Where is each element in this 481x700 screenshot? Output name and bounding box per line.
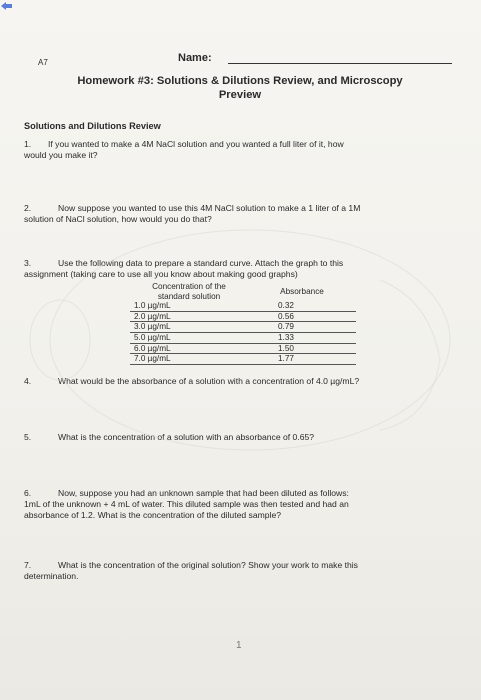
- standard-curve-table: [130, 282, 356, 365]
- question-text: absorbance of 1.2. What is the concentration of the diluted sample?: [24, 510, 282, 520]
- absorbance-cell: 0.56: [248, 311, 356, 322]
- section-heading: Solutions and Dilutions Review: [24, 121, 161, 131]
- title-line-2: Preview: [218, 89, 262, 101]
- table-row: [130, 343, 356, 354]
- column-header-concentration: Concentration of the: [152, 282, 226, 291]
- table-row: [130, 311, 356, 322]
- question-text: Use the following data to prepare a standard curve. Attach the graph to this: [58, 258, 344, 268]
- question-7: [24, 560, 464, 582]
- question-1: [24, 139, 454, 161]
- title-line-1: Homework #3: Solutions & Dilutions Review, and Microscopy: [77, 75, 403, 87]
- question-text: 1mL of the unknown + 4 mL of water. This diluted sample was then tested and had an: [24, 499, 349, 509]
- question-text: assignment (taking care to use all you know about making good graphs): [24, 269, 298, 279]
- name-field[interactable]: [228, 63, 452, 64]
- question-text: If you wanted to make a 4M NaCl solution and you wanted a full liter of it, how: [48, 139, 344, 149]
- table-row: [130, 301, 356, 311]
- table-row: [130, 332, 356, 343]
- question-text: What is the concentration of a solution with an absorbance of 0.65?: [58, 432, 315, 442]
- question-number: 3.: [24, 258, 32, 268]
- absorbance-cell: 0.79: [248, 322, 356, 333]
- question-text: Now suppose you wanted to use this 4M NaCl solution to make a 1 liter of a 1M: [58, 203, 361, 213]
- question-number: 1.: [24, 139, 32, 149]
- question-text: would you make it?: [24, 150, 98, 160]
- concentration-cell: 5.0 µg/mL: [130, 332, 248, 343]
- question-text: What is the concentration of the original solution? Show your work to make this: [58, 560, 358, 570]
- table-row: [130, 354, 356, 365]
- question-text: Now, suppose you had an unknown sample that had been diluted as follows:: [58, 488, 349, 498]
- question-4: [24, 376, 464, 387]
- question-number: 5.: [24, 432, 32, 442]
- page-code: A7: [38, 58, 48, 67]
- absorbance-cell: 1.33: [248, 332, 356, 343]
- corner-arrow-icon: [0, 0, 14, 14]
- question-number: 4.: [24, 376, 32, 386]
- page-title: [40, 74, 440, 102]
- question-2: [24, 203, 454, 225]
- absorbance-cell: 1.50: [248, 343, 356, 354]
- concentration-cell: 7.0 µg/mL: [130, 354, 248, 365]
- concentration-cell: 6.0 µg/mL: [130, 343, 248, 354]
- absorbance-cell: 1.77: [248, 354, 356, 365]
- question-5: [24, 432, 464, 443]
- page-number: 1: [236, 640, 242, 651]
- column-header-concentration-2: standard solution: [157, 291, 221, 301]
- question-number: 6.: [24, 488, 32, 498]
- name-label: Name:: [178, 52, 212, 64]
- question-number: 2.: [24, 203, 32, 213]
- question-text: What would be the absorbance of a solution with a concentration of 4.0 µg/mL?: [58, 376, 360, 386]
- column-header-absorbance: Absorbance: [280, 286, 324, 296]
- concentration-cell: 2.0 µg/mL: [130, 311, 248, 322]
- absorbance-cell: 0.32: [248, 301, 356, 311]
- question-text: solution of NaCl solution, how would you do that?: [24, 214, 212, 224]
- question-3: [24, 258, 454, 280]
- concentration-cell: 1.0 µg/mL: [130, 301, 248, 311]
- question-text: determination.: [24, 571, 79, 581]
- table-row: [130, 322, 356, 333]
- question-number: 7.: [24, 560, 32, 570]
- concentration-cell: 3.0 µg/mL: [130, 322, 248, 333]
- question-6: [24, 488, 464, 521]
